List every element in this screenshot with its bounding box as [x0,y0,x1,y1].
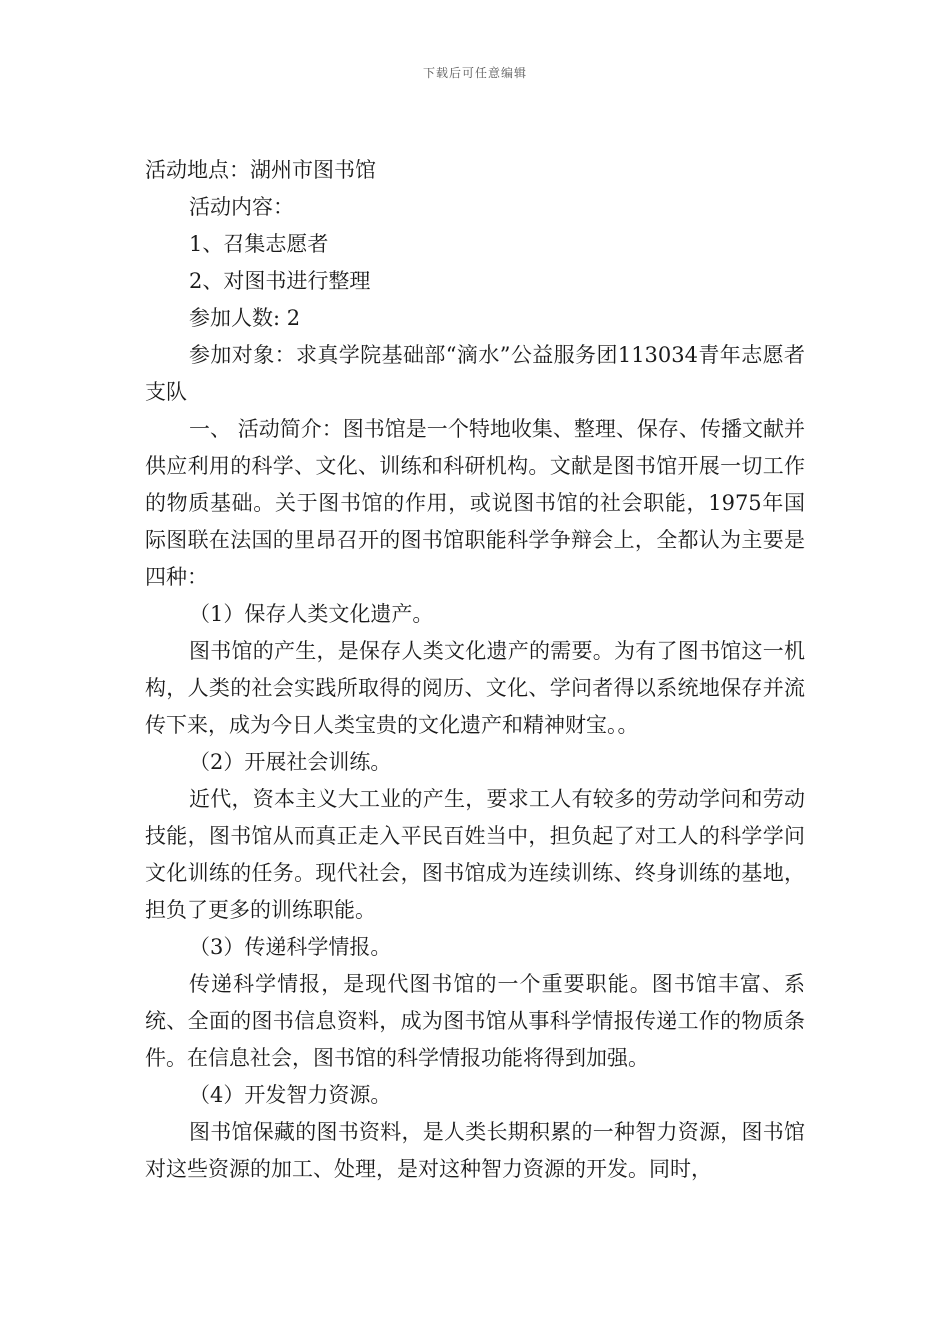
activity-intro: 一、 活动简介：图书馆是一个特地收集、整理、保存、传播文献并供应利用的科学、文化、训练和科研机构。文献是图书馆开展一切工作的物质基础。关于图书馆的作用，或说图书馆的社会职能，1975年国际图联在法国的里昂召开的图书馆职能科学争辩会上，全都认为主要是四种： [145,417,805,589]
function-paragraph-4: 图书馆保藏的图书资料，是人类长期积累的一种智力资源，图书馆对这些资源的加工、处理，是对这种智力资源的开发。同时， [145,1120,805,1181]
page-header: 下载后可任意编辑 [422,66,527,80]
participant-count: 参加人数: 2 [189,306,301,330]
function-heading-2: （2）开展社会训练。 [189,750,392,774]
activity-location: 活动地点：湖州市图书馆 [145,158,376,182]
function-heading-3: （3）传递科学情报。 [189,935,392,959]
function-paragraph-1: 图书馆的产生，是保存人类文化遗产的需要。为有了图书馆这一机构，人类的社会实践所取得的阅历、文化、学问者得以系统地保存并流传下来，成为今日人类宝贵的文化遗产和精神财宝。。 [145,639,805,737]
participant-target: 参加对象：求真学院基础部“滴水”公益服务团113034青年志愿者支队 [145,343,805,404]
document-body [145,152,805,1188]
content-item-2: 2、对图书进行整理 [189,269,371,293]
function-heading-4: （4）开发智力资源。 [189,1083,392,1107]
function-paragraph-2: 近代，资本主义大工业的产生，要求工人有较多的劳动学问和劳动技能，图书馆从而真正走入平民百姓当中，担负起了对工人的科学学问文化训练的任务。现代社会，图书馆成为连续训练、终身训练的基地，担负了更多的训练职能。 [145,787,805,922]
function-heading-1: （1）保存人类文化遗产。 [189,602,434,626]
activity-content-label: 活动内容： [189,195,294,219]
content-item-1: 1、召集志愿者 [189,232,329,256]
function-paragraph-3: 传递科学情报，是现代图书馆的一个重要职能。图书馆丰富、系统、全面的图书信息资料，成为图书馆从事科学情报传递工作的物质条件。在信息社会，图书馆的科学情报功能将得到加强。 [145,972,805,1070]
